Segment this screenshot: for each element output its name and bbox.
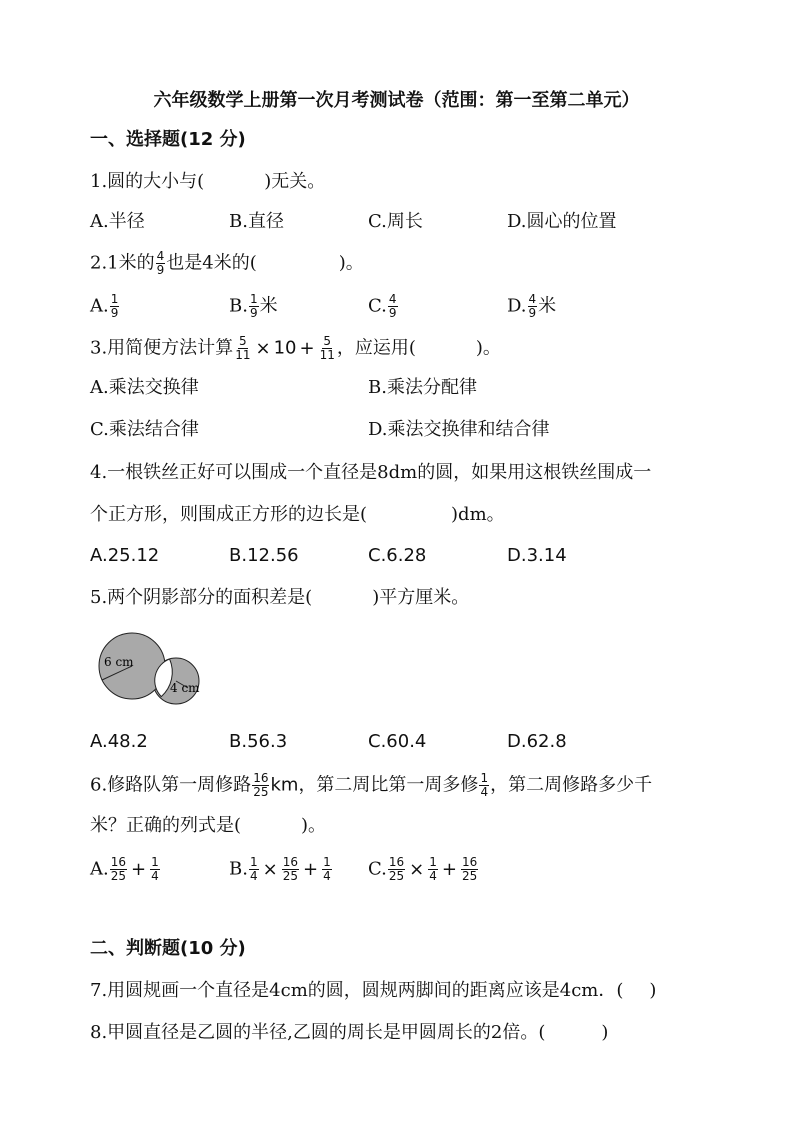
question-6-text-1: 6.修路队第一周修路 [90, 774, 252, 796]
question-5 [90, 586, 469, 610]
option-unit: 米 [259, 295, 278, 317]
question-3-text-1: 3.用简便方法计算 [90, 337, 234, 359]
fraction-denominator: 9 [528, 306, 537, 320]
fraction [156, 250, 166, 277]
fraction [319, 335, 336, 362]
question-2-text-2: 也是4米的( [166, 252, 257, 274]
fraction [234, 335, 251, 362]
times-sign: × [409, 858, 425, 880]
question-1 [90, 170, 325, 194]
fraction [249, 856, 259, 883]
question-1-text-a: 1.圆的大小与( [90, 171, 205, 192]
fraction-denominator: 4 [249, 869, 258, 883]
q6-option-a[interactable] [90, 856, 161, 883]
fraction-numerator: 4 [528, 292, 537, 306]
q4-option-b[interactable]: B.12.56 [229, 545, 299, 566]
big-radius-label: 6 cm [104, 655, 134, 669]
circles-figure [96, 628, 208, 708]
number: 10 [273, 337, 297, 359]
q3-option-c[interactable]: C.乘法结合律 [90, 419, 199, 440]
fraction-denominator: 9 [110, 306, 119, 320]
section-heading-judgment: 二、判断题(10 分) [90, 938, 246, 959]
fraction-denominator: 4 [151, 869, 159, 883]
option-label: B. [229, 295, 248, 317]
fraction-numerator: 1 [249, 292, 258, 306]
fraction [110, 856, 127, 883]
fraction-denominator: 9 [388, 306, 397, 320]
fraction-denominator: 25 [461, 869, 478, 883]
small-radius-label: 4 cm [170, 681, 200, 695]
question-7-close: ) [649, 980, 657, 1001]
q2-option-a[interactable] [90, 293, 120, 320]
question-2-text-3: )。 [338, 252, 364, 274]
q2-option-c[interactable] [368, 293, 399, 320]
fraction-denominator: 25 [253, 785, 269, 799]
section-heading-choice: 一、选择题(12 分) [90, 129, 246, 150]
fraction-denominator: 9 [249, 306, 258, 320]
question-4-line-2 [90, 503, 505, 527]
question-6-line-1 [90, 772, 652, 799]
question-6-text-3: ，第二周修路多少千 [490, 774, 653, 796]
fraction-numerator: 16 [461, 855, 478, 869]
fraction-numerator: 5 [323, 334, 332, 348]
question-3-text-3: )。 [475, 337, 501, 359]
q5-option-c[interactable]: C.60.4 [368, 731, 427, 752]
q1-option-c[interactable]: C.周长 [368, 211, 423, 232]
option-label: A. [90, 858, 109, 880]
fraction-denominator: 4 [429, 869, 437, 883]
fraction [110, 293, 120, 320]
q4-option-a[interactable]: A.25.12 [90, 545, 160, 566]
fraction-numerator: 1 [480, 771, 489, 785]
option-label: C. [368, 858, 387, 880]
q3-option-b[interactable]: B.乘法分配律 [368, 377, 477, 398]
option-label: A. [90, 295, 109, 317]
q1-option-b[interactable]: B.直径 [229, 211, 284, 232]
question-8-close: ) [601, 1022, 609, 1043]
question-6-text-2: ，第二周比第一周多修 [298, 774, 479, 796]
fraction-denominator: 9 [156, 263, 165, 277]
option-label: B. [229, 858, 248, 880]
plus-sign: + [131, 858, 147, 880]
q2-option-b[interactable] [229, 293, 278, 320]
option-unit: 米 [538, 295, 557, 317]
question-8-text: 8.甲圆直径是乙圆的半径,乙圆的周长是甲圆周长的2倍。( [90, 1022, 546, 1043]
fraction [282, 856, 299, 883]
plus-sign: + [299, 337, 315, 359]
question-7-text: 7.用圆规画一个直径是4cm的圆，圆规两脚间的距离应该是4cm．( [90, 980, 624, 1001]
fraction-numerator: 16 [253, 771, 269, 785]
fraction-denominator: 11 [319, 348, 335, 362]
fraction [322, 856, 332, 883]
plus-sign: + [302, 858, 319, 880]
question-5-text-a: 5.两个阴影部分的面积差是( [90, 587, 313, 608]
question-2 [90, 250, 364, 277]
fraction-numerator: 1 [323, 855, 331, 869]
question-7 [90, 979, 656, 1003]
fraction [252, 772, 269, 799]
times-sign: × [255, 337, 271, 359]
fraction [388, 293, 398, 320]
fraction-numerator: 4 [388, 292, 397, 306]
question-6-line-2 [90, 814, 326, 838]
fraction [461, 856, 478, 883]
question-5-text-b: )平方厘米。 [372, 587, 470, 608]
fraction [479, 772, 489, 799]
fraction-denominator: 4 [323, 869, 331, 883]
q6-option-c[interactable] [368, 856, 479, 883]
fraction-numerator: 16 [110, 855, 127, 869]
q4-option-c[interactable]: C.6.28 [368, 545, 427, 566]
question-3-text-2: ，应运用( [336, 337, 416, 359]
times-sign: × [262, 858, 278, 880]
option-label: C. [368, 295, 387, 317]
option-label: D. [507, 295, 527, 317]
fraction-numerator: 5 [239, 334, 247, 348]
fraction-numerator: 1 [110, 292, 119, 306]
plus-sign: + [441, 858, 457, 880]
q1-option-d[interactable]: D.圆心的位置 [507, 211, 617, 232]
fraction-numerator: 16 [282, 855, 298, 869]
question-4-line-1: 4.一根铁丝正好可以围成一个直径是8dm的圆，如果用这根铁丝围成一 [90, 462, 652, 483]
fraction [388, 856, 405, 883]
fraction-numerator: 4 [156, 249, 165, 263]
fraction-numerator: 1 [151, 855, 159, 869]
fraction-denominator: 25 [110, 869, 127, 883]
fraction [428, 856, 438, 883]
q3-option-a[interactable]: A.乘法交换律 [90, 377, 199, 398]
fraction [249, 293, 259, 320]
question-4-text-a: 个正方形，则围成正方形的边长是( [90, 504, 368, 525]
q5-option-b[interactable]: B.56.3 [229, 731, 288, 752]
question-6-text-5: )。 [301, 815, 327, 836]
q2-option-d[interactable] [507, 293, 556, 320]
q5-option-a[interactable]: A.48.2 [90, 731, 148, 752]
fraction-numerator: 1 [429, 855, 437, 869]
fraction-numerator: 1 [249, 855, 258, 869]
question-3 [90, 335, 501, 362]
q1-option-a[interactable]: A.半径 [90, 211, 145, 232]
page-title: 六年级数学上册第一次月考测试卷（范围：第一至第二单元） [153, 90, 640, 111]
fraction-denominator: 4 [480, 785, 489, 799]
question-6-text-4: 米？正确的列式是( [90, 815, 242, 836]
question-8 [90, 1021, 608, 1045]
question-4-text-b: )dm。 [451, 504, 505, 525]
q5-option-d[interactable]: D.62.8 [507, 731, 567, 752]
fraction [528, 293, 538, 320]
q4-option-d[interactable]: D.3.14 [507, 545, 567, 566]
fraction-denominator: 25 [282, 869, 298, 883]
question-2-text-1: 2.1米的 [90, 252, 155, 274]
q6-option-b[interactable] [229, 856, 333, 883]
fraction-denominator: 11 [235, 348, 251, 362]
question-1-text-b: )无关。 [264, 171, 326, 192]
fraction-numerator: 16 [388, 855, 405, 869]
fraction [150, 856, 160, 883]
unit: km [270, 774, 299, 796]
q3-option-d[interactable]: D.乘法交换律和结合律 [368, 419, 550, 440]
fraction-denominator: 25 [388, 869, 405, 883]
